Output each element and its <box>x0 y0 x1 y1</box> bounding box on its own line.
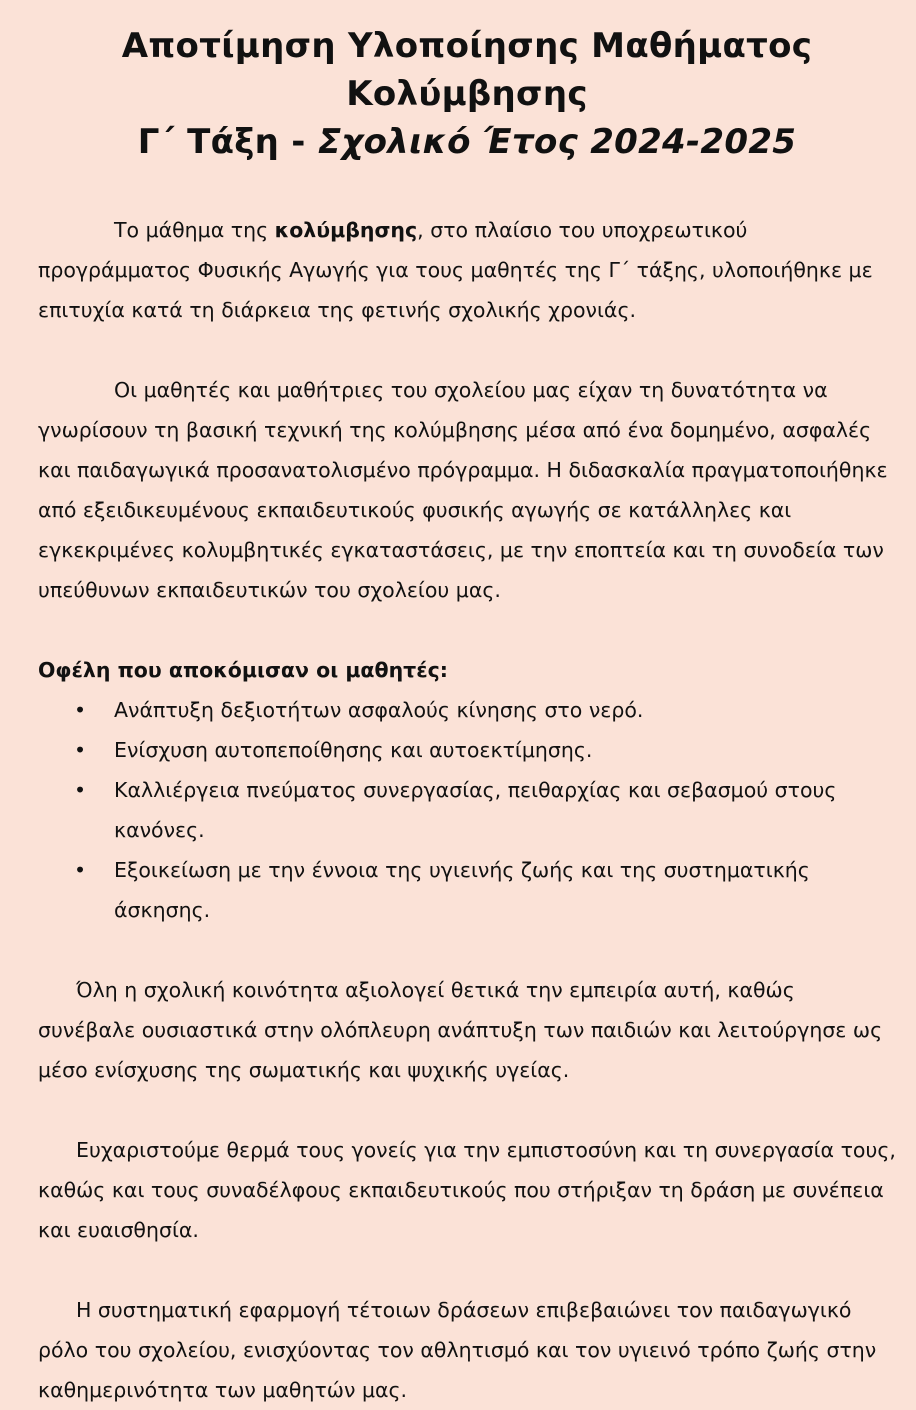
thanks-paragraph: Ευχαριστούμε θερμά τους γονείς για την εμπιστοσύνη και τη συνεργασία τους, καθώς και τους συναδέλφους εκπαιδευτικούς που στήριξαν τη δράση με συνέπεια και ευαισθησία. <box>38 1138 896 1242</box>
list-item-text: Ενίσχυση αυτοπεποίθησης και αυτοεκτίμησης. <box>114 738 593 762</box>
list-item-text: Ανάπτυξη δεξιοτήτων ασφαλούς κίνησης στο νερό. <box>114 698 644 722</box>
list-item <box>38 690 896 730</box>
document-body <box>38 210 896 1410</box>
list-item-text: Καλλιέργεια πνεύματος συνεργασίας, πειθαρχίας και σεβασμού στους κανόνες. <box>114 778 837 842</box>
intro-text-end: , στο πλαίσιο του υποχρεωτικού προγράμματος Φυσικής Αγωγής για τους μαθητές της Γ΄ τάξης, υλοποιήθηκε με επιτυχία κατά τη διάρκεια της φετινής σχολικής χρονιάς. <box>38 218 873 322</box>
bullet-icon: • <box>74 858 87 882</box>
title-line-2 <box>38 118 896 166</box>
list-item <box>38 730 896 770</box>
bullet-icon: • <box>74 778 87 802</box>
spacer <box>38 930 896 970</box>
spacer <box>38 610 896 650</box>
bullet-icon: • <box>74 738 87 762</box>
intro-text-start: Το μάθημα της <box>114 218 275 242</box>
spacer <box>38 1090 896 1130</box>
document-title <box>38 18 896 166</box>
benefits-heading: Οφέλη που αποκόμισαν οι μαθητές: <box>38 658 449 682</box>
title-school-year: Σχολικό Έτος 2024-2025 <box>317 122 797 162</box>
evaluation-paragraph: Όλη η σχολική κοινότητα αξιολογεί θετικά την εμπειρία αυτή, καθώς συνέβαλε ουσιαστικά στην ολόπλευρη ανάπτυξη των παιδιών και λειτούργησε ως μέσο ενίσχυσης της σωματικής και ψυχικής υγείας. <box>38 978 883 1082</box>
list-item <box>38 850 896 930</box>
spacer <box>38 1250 896 1290</box>
benefits-list <box>38 690 896 930</box>
bullet-icon: • <box>74 698 87 722</box>
program-paragraph: Οι μαθητές και μαθήτριες του σχολείου μας είχαν τη δυνατότητα να γνωρίσουν τη βασική τεχνική της κολύμβησης μέσα από ένα δομημένο, ασφαλές και παιδαγωγικά προσανατολισμένο πρόγραμμα. Η διδασκαλία πραγματοποιήθηκε από εξειδικευμένους εκπαιδευτικούς φυσικής αγωγής σε κατάλληλες και εγκεκριμένες κολυμβητικές εγκαταστάσεις, με την εποπτεία και τη συνοδεία των υπεύθυνων εκπαιδευτικών του σχολείου μας. <box>38 378 888 602</box>
intro-bold-term: κολύμβησης <box>274 218 418 242</box>
closing-paragraph: Η συστηματική εφαρμογή τέτοιων δράσεων επιβεβαιώνει τον παιδαγωγικό ρόλο του σχολείου, ενισχύοντας τον αθλητισμό και τον υγιεινό τρόπο ζωής στην καθημερινότητα των μαθητών μας. <box>38 1298 877 1402</box>
intro-paragraph <box>38 210 896 330</box>
title-line-1: Αποτίμηση Υλοποίησης Μαθήματος Κολύμβησης <box>121 26 813 114</box>
list-item-text: Εξοικείωση με την έννοια της υγιεινής ζωής και της συστηματικής άσκησης. <box>114 858 810 922</box>
title-line-2-prefix: Γ΄ Τάξη - <box>137 122 318 162</box>
spacer <box>38 330 896 370</box>
list-item <box>38 770 896 850</box>
